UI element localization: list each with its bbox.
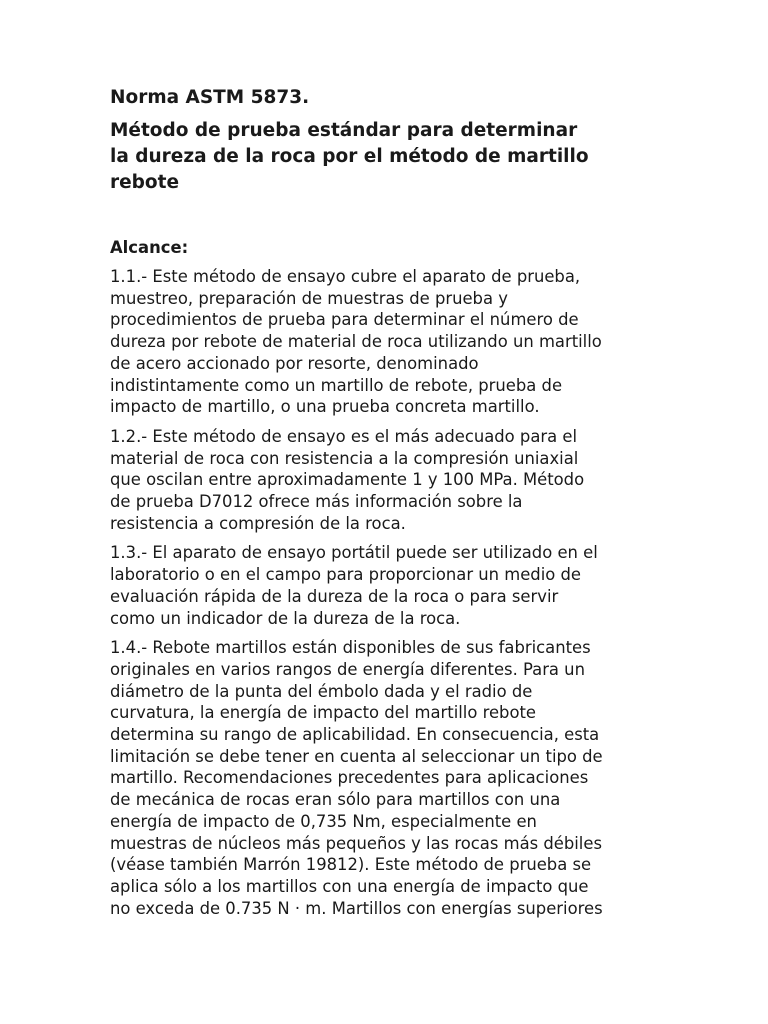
paragraph-line: laboratorio o en el campo para proporcionar un medio de bbox=[110, 565, 581, 585]
paragraph-line: limitación se debe tener en cuenta al seleccionar un tipo de bbox=[110, 746, 603, 766]
paragraph-line: 1.4.- Rebote martillos están disponibles de sus fabricantes bbox=[110, 638, 591, 658]
paragraph-line: no exceda de 0.735 N · m. Martillos con energías superiores bbox=[110, 898, 603, 918]
paragraph-line: (véase también Marrón 19812). Este método de prueba se bbox=[110, 855, 592, 875]
paragraph-line: material de roca con resistencia a la compresión uniaxial bbox=[110, 448, 579, 468]
paragraph-line: de mecánica de rocas eran sólo para martillos con una bbox=[110, 790, 561, 810]
section-heading-alcance: Alcance: bbox=[110, 238, 189, 257]
subtitle-line: la dureza de la roca por el método de martillo bbox=[110, 146, 589, 167]
paragraph-line: como un indicador de la dureza de la roca. bbox=[110, 608, 461, 628]
paragraph-line: diámetro de la punta del émbolo dada y el radio de bbox=[110, 681, 533, 701]
paragraph-line: evaluación rápida de la dureza de la roca o para servir bbox=[110, 586, 559, 606]
paragraph-line: curvatura, la energía de impacto del martillo rebote bbox=[110, 703, 537, 723]
paragraph-line: originales en varios rangos de energía diferentes. Para un bbox=[110, 659, 585, 679]
paragraph-line: 1.2.- Este método de ensayo es el más adecuado para el bbox=[110, 426, 577, 446]
paragraph-line: energía de impacto de 0,735 Nm, especialmente en bbox=[110, 811, 537, 831]
subtitle-line: rebote bbox=[110, 172, 180, 193]
paragraph-line: determina su rango de aplicabilidad. En consecuencia, esta bbox=[110, 725, 600, 745]
paragraph-line: dureza por rebote de material de roca utilizando un martillo bbox=[110, 332, 602, 352]
document-subtitle bbox=[110, 118, 670, 196]
paragraph-1-1 bbox=[110, 266, 670, 418]
paragraph-line: de acero accionado por resorte, denominado bbox=[110, 353, 479, 373]
paragraph-1-4 bbox=[110, 637, 670, 919]
paragraph-1-3 bbox=[110, 542, 670, 629]
paragraph-line: que oscilan entre aproximadamente 1 y 100 MPa. Método bbox=[110, 470, 585, 490]
paragraph-line: indistintamente como un martillo de rebote, prueba de bbox=[110, 375, 563, 395]
paragraph-line: impacto de martillo, o una prueba concreta martillo. bbox=[110, 397, 540, 417]
paragraph-line: de prueba D7012 ofrece más información sobre la bbox=[110, 492, 523, 512]
paragraph-line: muestreo, preparación de muestras de prueba y bbox=[110, 288, 508, 308]
paragraph-line: 1.1.- Este método de ensayo cubre el aparato de prueba, bbox=[110, 267, 581, 286]
document-title: Norma ASTM 5873. bbox=[110, 87, 310, 108]
document-page bbox=[110, 84, 670, 927]
paragraph-line: procedimientos de prueba para determinar el número de bbox=[110, 310, 579, 330]
paragraph-line: martillo. Recomendaciones precedentes para aplicaciones bbox=[110, 768, 589, 788]
paragraph-line: 1.3.- El aparato de ensayo portátil puede ser utilizado en el bbox=[110, 543, 598, 563]
paragraph-1-2 bbox=[110, 426, 670, 535]
subtitle-line: Método de prueba estándar para determinar bbox=[110, 120, 578, 141]
paragraph-line: resistencia a compresión de la roca. bbox=[110, 513, 406, 533]
paragraph-line: aplica sólo a los martillos con una energía de impacto que bbox=[110, 876, 589, 896]
paragraph-line: muestras de núcleos más pequeños y las rocas más débiles bbox=[110, 833, 602, 853]
